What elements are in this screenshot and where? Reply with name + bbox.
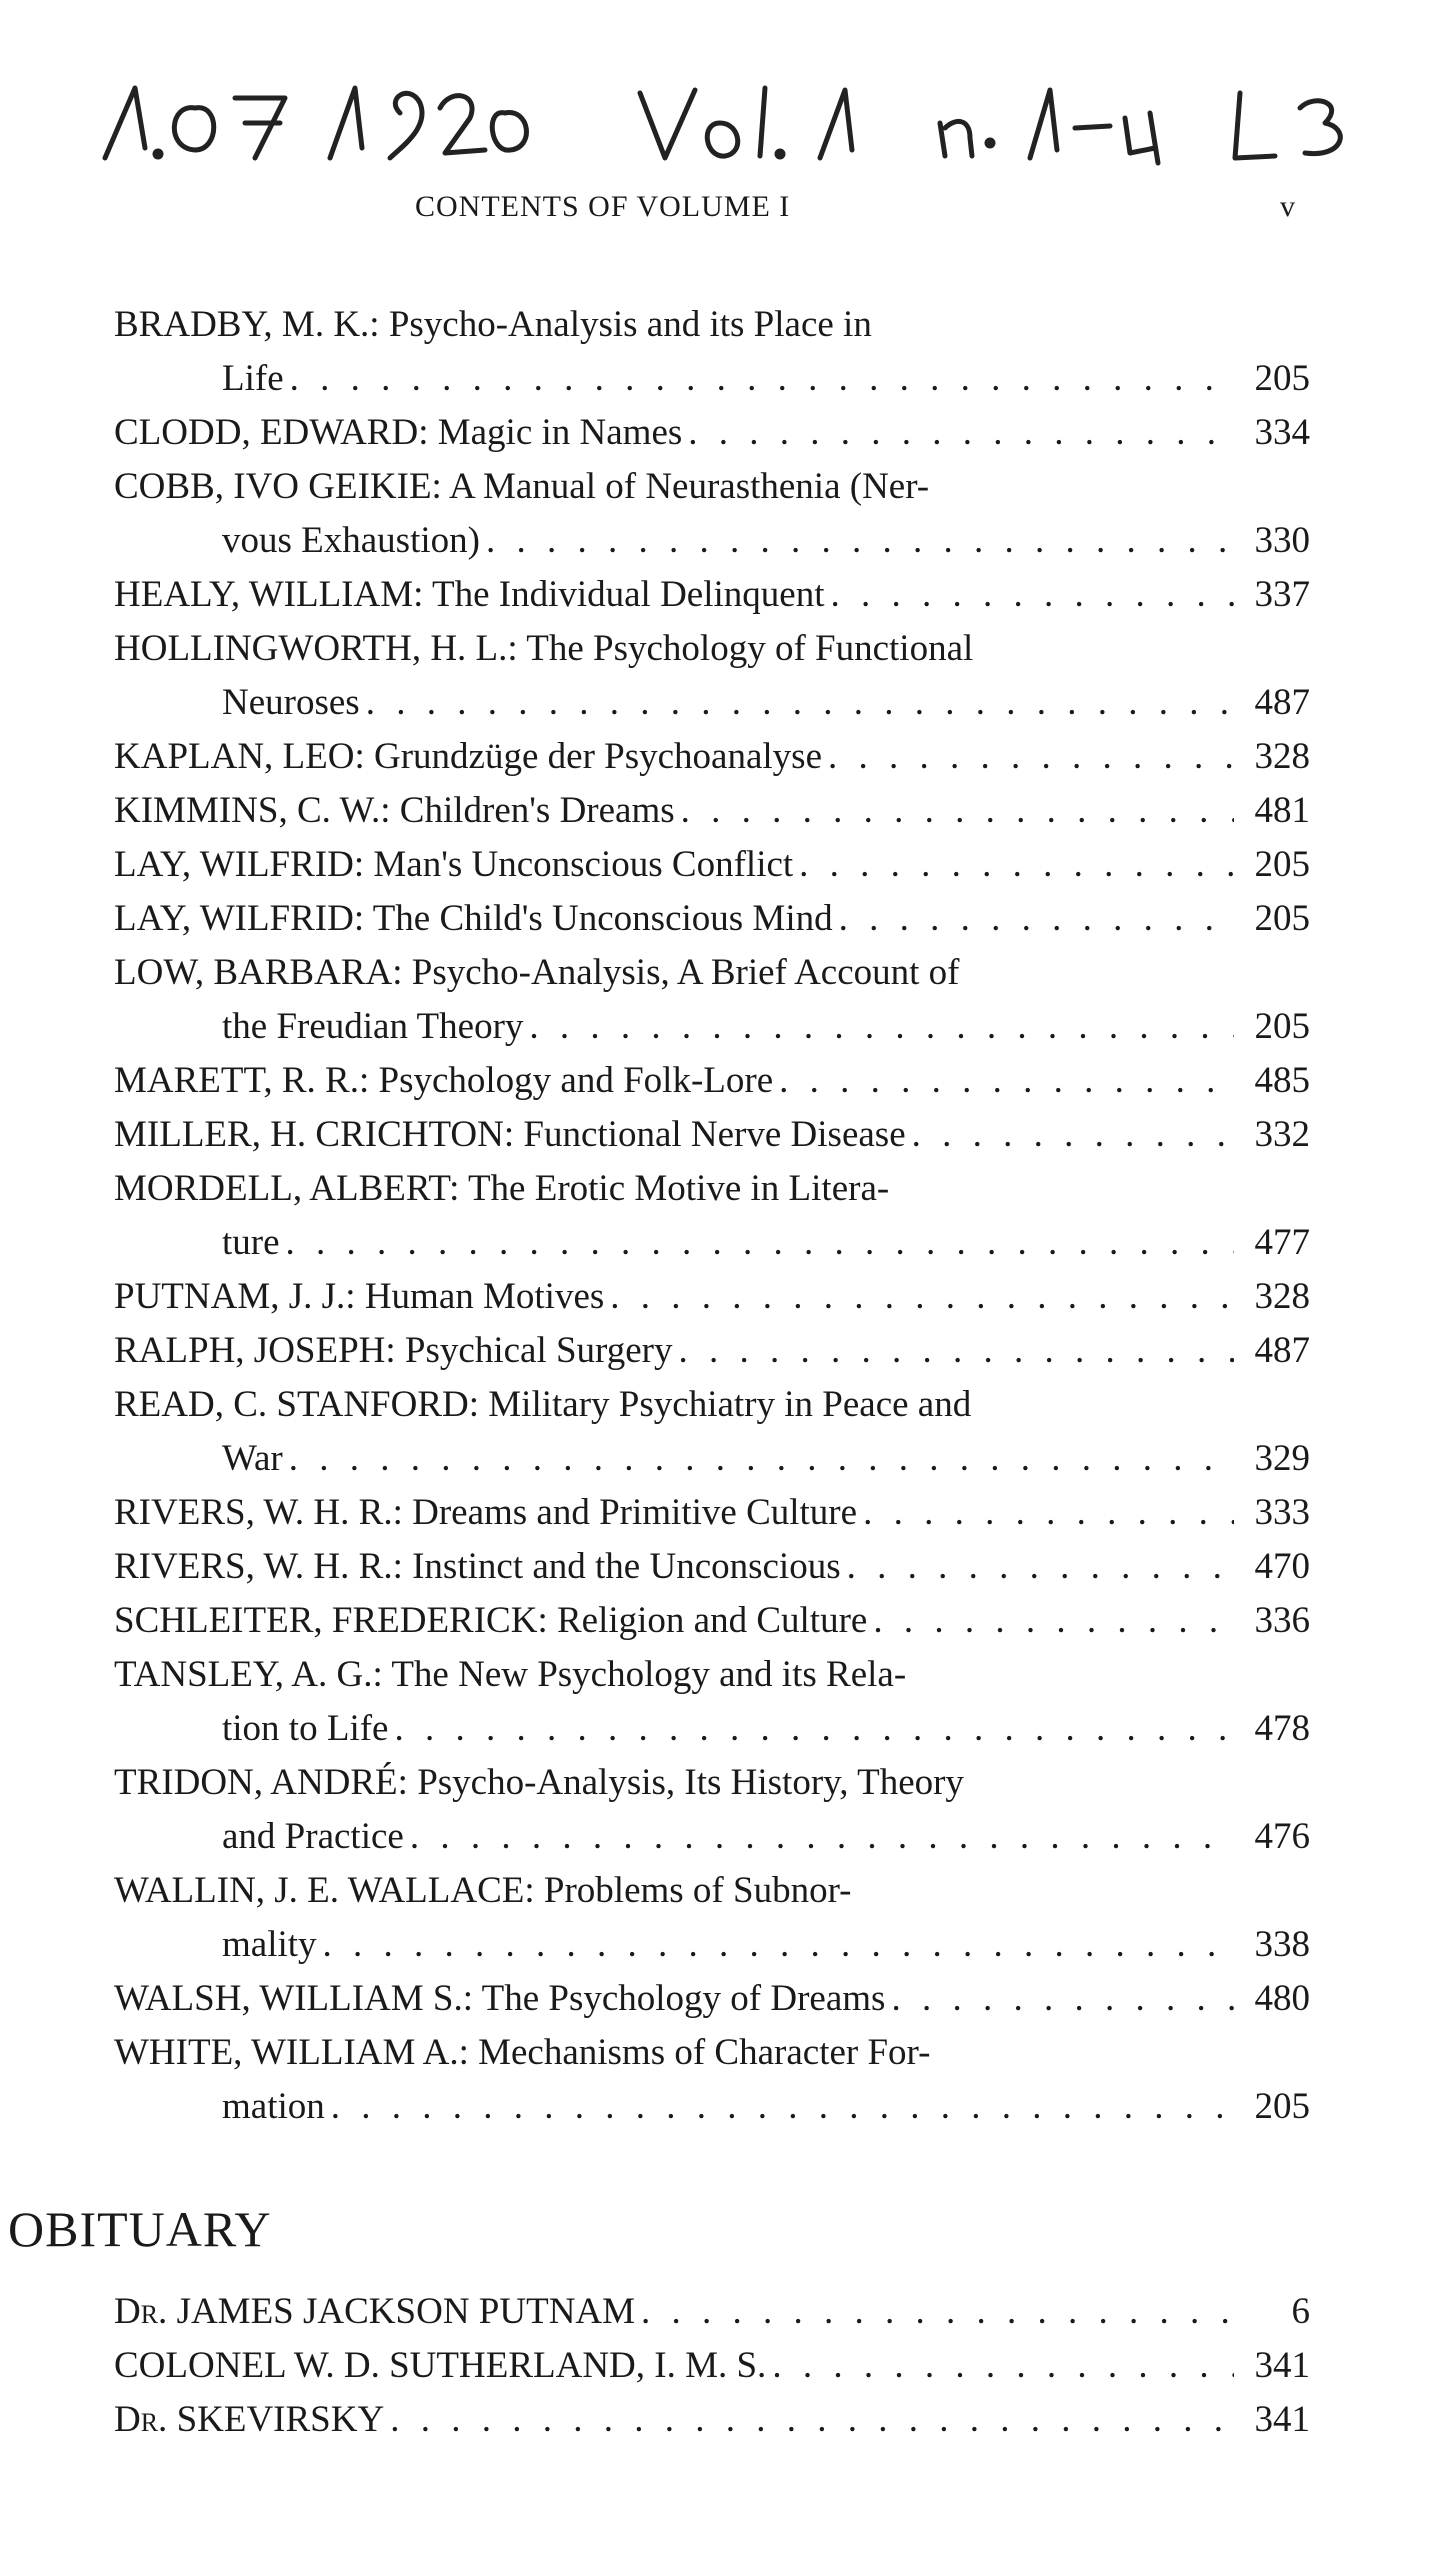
- leader-dots: [772, 2339, 1234, 2393]
- entry-text: COBB, IVO GEIKIE: A Manual of Neurasthenia (Ner-: [114, 466, 930, 507]
- leader-dots: [366, 676, 1234, 730]
- contents-entry: [114, 784, 1310, 838]
- entry-page-number: 487: [1254, 682, 1310, 723]
- person-name: COLONEL W. D. SUTHERLAND, I. M. S.: [114, 2345, 767, 2386]
- contents-entry: [114, 1054, 1310, 1108]
- leader-dots: [394, 1702, 1234, 1756]
- entry-line: [114, 784, 1310, 838]
- entry-page-number: 336: [1254, 1600, 1310, 1641]
- leader-dots: [529, 1000, 1234, 1054]
- entry-text: vous Exhaustion): [222, 520, 480, 561]
- contents-entry: [114, 1540, 1310, 1594]
- entry-page-number: 6: [1291, 2291, 1310, 2332]
- entry-text: LAY, WILFRID: Man's Unconscious Conflict: [114, 844, 794, 885]
- entry-page-number: 481: [1254, 790, 1310, 831]
- entry-page-number: 477: [1254, 1222, 1310, 1263]
- entry-line: [114, 1972, 1310, 2026]
- contents-list: [114, 298, 1310, 2134]
- entry-page-number: 470: [1254, 1546, 1310, 1587]
- entry-text: TANSLEY, A. G.: The New Psychology and its Rela-: [114, 1654, 907, 1695]
- person-name: JAMES JACKSON PUTNAM: [176, 2291, 636, 2332]
- leader-dots: [779, 1054, 1234, 1108]
- entry-line: [114, 1918, 1310, 1972]
- entry-line: [114, 1756, 1310, 1810]
- leader-dots: [610, 1270, 1234, 1324]
- entry-line: [114, 406, 1310, 460]
- entry-text: PUTNAM, J. J.: Human Motives: [114, 1276, 605, 1317]
- entry-line: [114, 1594, 1310, 1648]
- entry-page-number: 476: [1254, 1816, 1310, 1857]
- entry-page-number: 333: [1254, 1492, 1310, 1533]
- contents-entry: [114, 946, 1310, 1054]
- contents-entry: [114, 1324, 1310, 1378]
- title-prefix: Dr.: [114, 2399, 177, 2440]
- entry-line: [114, 2339, 1310, 2393]
- entry-line: [114, 514, 1310, 568]
- leader-dots: [863, 1486, 1234, 1540]
- entry-line: [114, 1486, 1310, 1540]
- leader-dots: [912, 1108, 1234, 1162]
- entry-text: HEALY, WILLIAM: The Individual Delinquent: [114, 574, 825, 615]
- leader-dots: [847, 1540, 1234, 1594]
- entry-line: [114, 1810, 1310, 1864]
- person-name: SKEVIRSKY: [176, 2399, 385, 2440]
- leader-dots: [681, 784, 1234, 838]
- contents-entry: [114, 460, 1310, 568]
- entry-page-number: 332: [1254, 1114, 1310, 1155]
- entry-line: [114, 1270, 1310, 1324]
- entry-text: RIVERS, W. H. R.: Dreams and Primitive Culture: [114, 1492, 858, 1533]
- entry-text: WHITE, WILLIAM A.: Mechanisms of Character For-: [114, 2032, 931, 2073]
- obituary-heading: OBITUARY: [8, 2201, 272, 2257]
- obituary-entry: [114, 2339, 1310, 2393]
- contents-entry: [114, 1648, 1310, 1756]
- entry-page-number: 329: [1254, 1438, 1310, 1479]
- entry-page-number: 334: [1254, 412, 1310, 453]
- entry-line: [114, 892, 1310, 946]
- entry-page-number: 205: [1254, 898, 1310, 939]
- entry-line: [114, 460, 1310, 514]
- entry-page-number: 341: [1254, 2399, 1310, 2440]
- contents-entry: [114, 298, 1310, 406]
- entry-line: [114, 2080, 1310, 2134]
- leader-dots: [390, 2393, 1234, 2447]
- entry-line: [114, 1324, 1310, 1378]
- obituary-name: [114, 2393, 384, 2447]
- entry-line: [114, 1702, 1310, 1756]
- entry-text: and Practice: [222, 1816, 404, 1857]
- contents-entry: [114, 1162, 1310, 1270]
- entry-text: SCHLEITER, FREDERICK: Religion and Culture: [114, 1600, 868, 1641]
- entry-text: HOLLINGWORTH, H. L.: The Psychology of Functional: [114, 628, 974, 669]
- entry-page-number: 328: [1254, 1276, 1310, 1317]
- entry-text: WALLIN, J. E. WALLACE: Problems of Subnor-: [114, 1870, 852, 1911]
- entry-line: [114, 352, 1310, 406]
- leader-dots: [678, 1324, 1234, 1378]
- leader-dots: [286, 1216, 1234, 1270]
- entry-text: LOW, BARBARA: Psycho-Analysis, A Brief Account of: [114, 952, 960, 993]
- leader-dots: [828, 730, 1234, 784]
- entry-text: tion to Life: [222, 1708, 389, 1749]
- leader-dots: [839, 892, 1234, 946]
- entry-line: [114, 1648, 1310, 1702]
- entry-text: BRADBY, M. K.: Psycho-Analysis and its Place in: [114, 304, 872, 345]
- entry-page-number: 205: [1254, 2086, 1310, 2127]
- leader-dots: [688, 406, 1234, 460]
- entry-text: the Freudian Theory: [222, 1006, 524, 1047]
- entry-text: CLODD, EDWARD: Magic in Names: [114, 412, 683, 453]
- obituary-list: [114, 2285, 1310, 2447]
- contents-entry: [114, 568, 1310, 622]
- entry-line: [114, 1000, 1310, 1054]
- entry-text: mation: [222, 2086, 325, 2127]
- entry-line: [114, 2393, 1310, 2447]
- entry-text: KIMMINS, C. W.: Children's Dreams: [114, 790, 675, 831]
- contents-entry: [114, 622, 1310, 730]
- contents-entry: [114, 1108, 1310, 1162]
- entry-page-number: 330: [1254, 520, 1310, 561]
- title-prefix: Dr.: [114, 2291, 177, 2332]
- entry-line: [114, 946, 1310, 1000]
- entry-text: READ, C. STANFORD: Military Psychiatry in Peace and: [114, 1384, 972, 1425]
- entry-text: Life: [222, 358, 284, 399]
- entry-page-number: 487: [1254, 1330, 1310, 1371]
- entry-page-number: 341: [1254, 2345, 1310, 2386]
- entry-line: [114, 2285, 1310, 2339]
- entry-line: [114, 622, 1310, 676]
- entry-page-number: 205: [1254, 358, 1310, 399]
- entry-page-number: 485: [1254, 1060, 1310, 1101]
- entry-line: [114, 676, 1310, 730]
- contents-entry: [114, 1486, 1310, 1540]
- leader-dots: [410, 1810, 1234, 1864]
- entry-line: [114, 838, 1310, 892]
- entry-page-number: 338: [1254, 1924, 1310, 1965]
- obituary-name: [114, 2285, 635, 2339]
- handwritten-annotation: [100, 78, 1390, 173]
- entry-line: [114, 1054, 1310, 1108]
- leader-dots: [323, 1918, 1234, 1972]
- entry-text: MARETT, R. R.: Psychology and Folk-Lore: [114, 1060, 774, 1101]
- entry-text: War: [222, 1438, 283, 1479]
- entry-line: [114, 1108, 1310, 1162]
- leader-dots: [641, 2285, 1234, 2339]
- contents-entry: [114, 2026, 1310, 2134]
- entry-page-number: 205: [1254, 844, 1310, 885]
- entry-line: [114, 1216, 1310, 1270]
- leader-dots: [891, 1972, 1234, 2026]
- leader-dots: [799, 838, 1234, 892]
- entry-page-number: 328: [1254, 736, 1310, 777]
- entry-line: [114, 1432, 1310, 1486]
- contents-entry: [114, 730, 1310, 784]
- page-header: [0, 190, 1446, 230]
- entry-text: RIVERS, W. H. R.: Instinct and the Unconscious: [114, 1546, 841, 1587]
- entry-text: TRIDON, ANDRÉ: Psycho-Analysis, Its History, Theory: [114, 1762, 964, 1803]
- entry-text: RALPH, JOSEPH: Psychical Surgery: [114, 1330, 673, 1371]
- entry-page-number: 478: [1254, 1708, 1310, 1749]
- contents-entry: [114, 1270, 1310, 1324]
- entry-page-number: 480: [1254, 1978, 1310, 2019]
- entry-line: [114, 1864, 1310, 1918]
- contents-entry: [114, 1378, 1310, 1486]
- entry-line: [114, 730, 1310, 784]
- contents-entry: [114, 406, 1310, 460]
- entry-page-number: 205: [1254, 1006, 1310, 1047]
- entry-line: [114, 1378, 1310, 1432]
- entry-text: MILLER, H. CRICHTON: Functional Nerve Disease: [114, 1114, 906, 1155]
- entry-text: mality: [222, 1924, 317, 1965]
- leader-dots: [290, 352, 1234, 406]
- page-number: v: [1280, 190, 1295, 223]
- entry-line: [114, 1540, 1310, 1594]
- entry-text: ture: [222, 1222, 280, 1263]
- leader-dots: [486, 514, 1234, 568]
- leader-dots: [331, 2080, 1234, 2134]
- entry-line: [114, 2026, 1310, 2080]
- entry-line: [114, 1162, 1310, 1216]
- obituary-entry: [114, 2393, 1310, 2447]
- contents-entry: [114, 1594, 1310, 1648]
- leader-dots: [289, 1432, 1234, 1486]
- contents-entry: [114, 1864, 1310, 1972]
- entry-text: WALSH, WILLIAM S.: The Psychology of Dreams: [114, 1978, 886, 2019]
- entry-line: [114, 298, 1310, 352]
- running-head: CONTENTS OF VOLUME I: [415, 190, 791, 223]
- entry-line: [114, 568, 1310, 622]
- obituary-name: [114, 2339, 766, 2393]
- contents-entry: [114, 1972, 1310, 2026]
- entry-text: MORDELL, ALBERT: The Erotic Motive in Litera-: [114, 1168, 890, 1209]
- obituary-entry: [114, 2285, 1310, 2339]
- contents-entry: [114, 1756, 1310, 1864]
- leader-dots: [873, 1594, 1234, 1648]
- entry-text: LAY, WILFRID: The Child's Unconscious Mind: [114, 898, 833, 939]
- entry-text: KAPLAN, LEO: Grundzüge der Psychoanalyse: [114, 736, 822, 777]
- entry-text: Neuroses: [222, 682, 360, 723]
- contents-entry: [114, 838, 1310, 892]
- entry-page-number: 337: [1254, 574, 1310, 615]
- contents-entry: [114, 892, 1310, 946]
- leader-dots: [830, 568, 1234, 622]
